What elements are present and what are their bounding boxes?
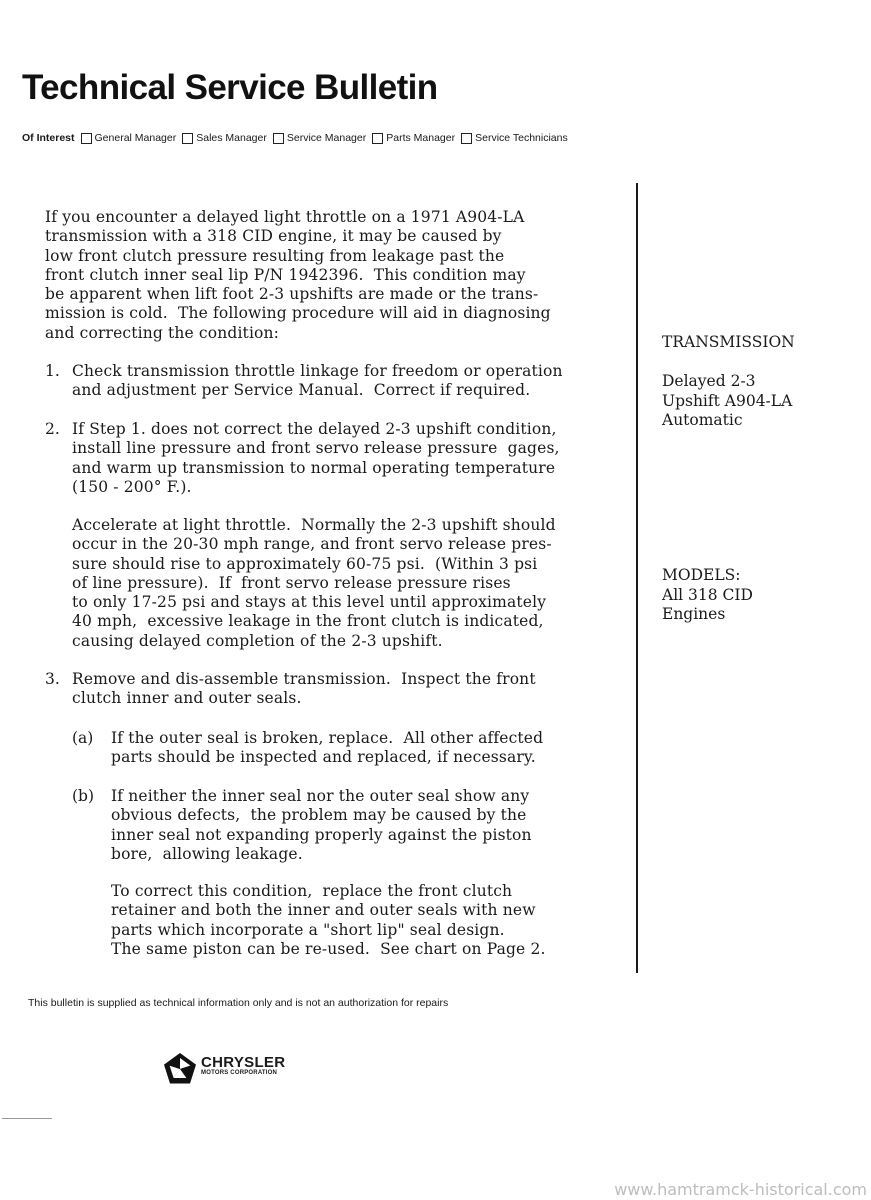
logo-wordmark: CHRYSLER (201, 1054, 286, 1071)
bulletin-title: Technical Service Bulletin (22, 68, 438, 107)
interest-option-general-manager: General Manager (81, 132, 177, 144)
step-3-text: Remove and dis-assemble transmission. Inspect the front clutch inner and outer seals. (72, 670, 536, 708)
interest-line (22, 132, 574, 144)
interest-option-service-technicians: Service Technicians (461, 132, 568, 144)
checkbox-icon (182, 133, 193, 144)
step-2-continuation: Accelerate at light throttle. Normally the 2-3 upshift should occur in the 20-30 mph range, and front servo release pres- sure should rise to approximately 60-75 psi. (Within 3 psi of line pressure). If front servo release pressure rises to only 17-25 psi and stays at this level until approximately 40 mph, excessive leakage in the front clutch is indicated, causing delayed completion of the 2-3 upshift. (72, 516, 556, 650)
step-1-number: 1. (45, 362, 60, 380)
sidebar-models: MODELS: All 318 CID Engines (662, 566, 753, 623)
site-watermark: www.hamtramck-historical.com (614, 1180, 867, 1199)
substep-a-text: If the outer seal is broken, replace. All other affected parts should be inspected and replaced, if necessary. (111, 729, 544, 767)
sidebar-category: TRANSMISSION (662, 333, 795, 351)
interest-option-parts-manager: Parts Manager (372, 132, 455, 144)
checkbox-icon (461, 133, 472, 144)
intro-paragraph: If you encounter a delayed light throttle on a 1971 A904-LA transmission with a 318 CID engine, it may be caused by low front clutch pressure resulting from leakage past the front clutch inner seal lip P/N 1942396. This condition may be apparent when lift foot 2-3 upshifts are made or the trans- mission is cold. The following procedure will aid in diagnosing and correcting the condition: (45, 208, 551, 342)
sidebar-subject: Delayed 2-3 Upshift A904-LA Automatic (662, 372, 793, 429)
substep-a-label: (a) (72, 729, 94, 747)
substep-b-text: If neither the inner seal nor the outer seal show any obvious defects, the problem may be caused by the inner seal not expanding properly against the piston bore, allowing leakage. (111, 787, 532, 863)
footer-disclaimer: This bulletin is supplied as technical information only and is not an authorization for repairs (28, 997, 449, 1009)
interest-label: Of Interest (22, 132, 75, 144)
logo-subtitle: MOTORS CORPORATION (201, 1070, 278, 1076)
step-3-number: 3. (45, 670, 60, 688)
step-2-number: 2. (45, 420, 60, 438)
step-1-text: Check transmission throttle linkage for freedom or operation and adjustment per Service Manual. Correct if required. (72, 362, 563, 400)
pentastar-logo-icon (163, 1052, 197, 1086)
substep-b-continuation: To correct this condition, replace the front clutch retainer and both the inner and outer seals with new parts which incorporate a "short lip" seal design. The same piston can be re-used. See chart on Page 2. (111, 882, 546, 958)
checkbox-icon (273, 133, 284, 144)
scan-mark (2, 1118, 52, 1119)
checkbox-icon (372, 133, 383, 144)
substep-b-label: (b) (72, 787, 95, 805)
step-2-text: If Step 1. does not correct the delayed 2-3 upshift condition, install line pressure and front servo release pressure gages, and warm up transmission to normal operating temperature (150 - 200° F.). (72, 420, 560, 496)
interest-option-service-manager: Service Manager (273, 132, 366, 144)
column-divider (636, 183, 638, 973)
interest-option-sales-manager: Sales Manager (182, 132, 267, 144)
checkbox-icon (81, 133, 92, 144)
